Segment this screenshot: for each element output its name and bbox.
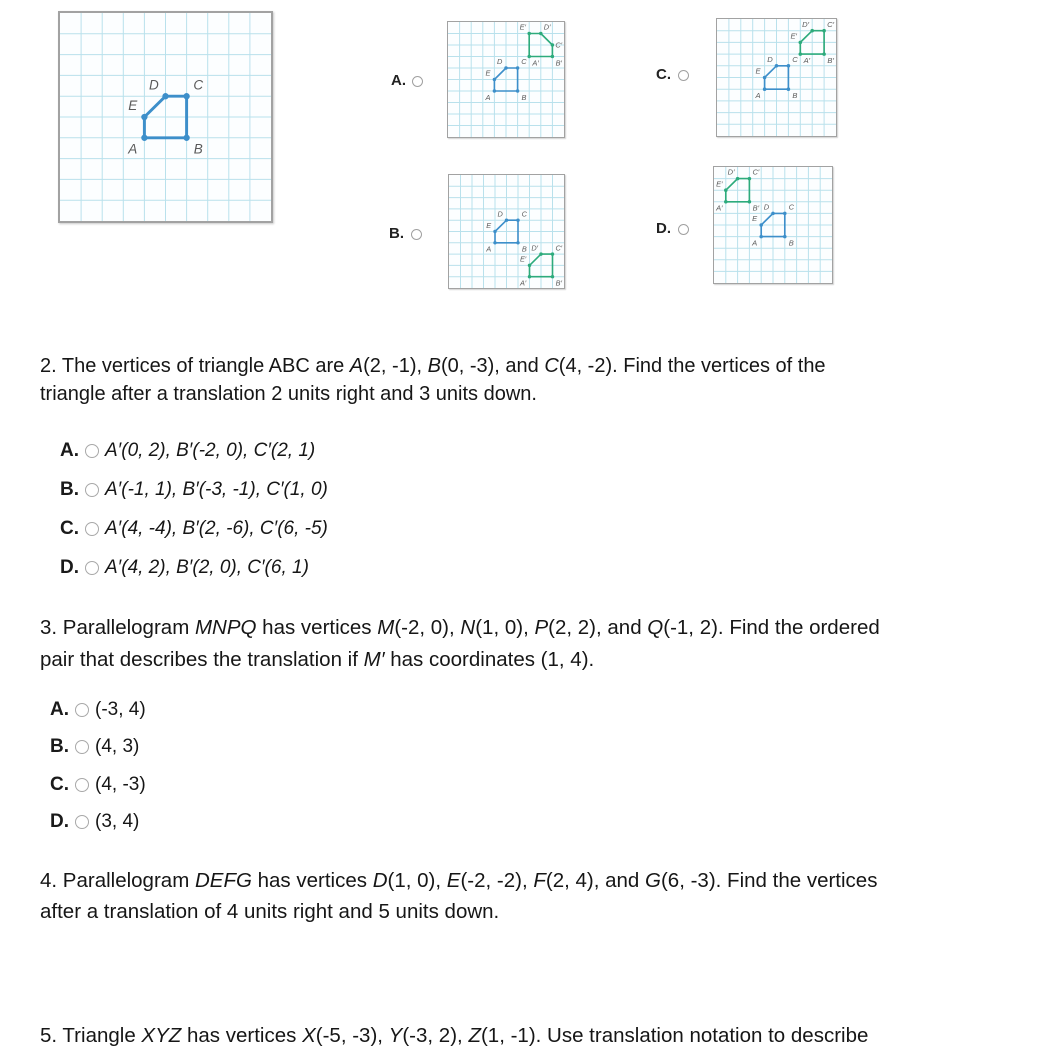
math-variable: M′ [363, 648, 385, 671]
math-variable: G [645, 869, 661, 892]
math-variable: A [349, 355, 364, 377]
vertex-label: A [486, 244, 492, 254]
text-run: pair that describes the translation if [40, 648, 364, 671]
vertex-point [162, 93, 168, 99]
vertex-point [724, 200, 728, 204]
q2-option-a[interactable] [60, 431, 328, 470]
q3-option-c[interactable] [50, 766, 146, 804]
text-run: (2, -1), [363, 355, 428, 377]
vertex-label: A [755, 91, 761, 101]
radio-button[interactable] [85, 444, 99, 458]
q2-option-d[interactable] [60, 549, 328, 588]
vertex-point [783, 235, 787, 239]
option-text: A′(4, 2), B′(2, 0), C′(6, 1) [105, 557, 309, 579]
grid-graph [60, 13, 271, 221]
vertex-point [516, 89, 519, 92]
text-run: (1, 0), [475, 616, 535, 639]
math-variable: D [372, 869, 388, 892]
option-letter: C. [50, 773, 69, 795]
vertex-point [539, 252, 542, 255]
q3-option-b[interactable] [50, 729, 146, 767]
text-run: has vertices [251, 869, 373, 892]
text-run: (1, 0), [387, 869, 447, 892]
option-letter: B. [50, 736, 69, 758]
vertex-point [539, 32, 542, 35]
q3-option-d[interactable] [50, 804, 146, 842]
vertex-label: D′ [543, 22, 551, 32]
vertex-point [763, 87, 767, 91]
math-variable: Z [468, 1024, 481, 1047]
question-4-line-2 [40, 896, 877, 927]
question-2-line-1 [40, 352, 826, 380]
math-variable: B [427, 355, 441, 377]
grid-graph [714, 167, 832, 283]
vertex-point [528, 275, 531, 278]
vertex-point [551, 55, 554, 58]
text-run: (4, -2). Find the vertices of the [558, 355, 826, 377]
vertex-label: E [128, 98, 138, 114]
option-text: A′(-1, 1), B′(-3, -1), C′(1, 0) [105, 478, 328, 500]
radio-button[interactable] [85, 483, 99, 497]
text-run: 5. Triangle [40, 1024, 142, 1047]
vertex-point [551, 252, 554, 255]
math-variable: M [377, 616, 395, 639]
option-text: A′(0, 2), B′(-2, 0), C′(2, 1) [105, 439, 316, 461]
vertex-point [528, 264, 531, 267]
vertex-point [775, 64, 779, 68]
math-variable: P [534, 616, 549, 639]
q1-option-a-figure [447, 21, 565, 138]
radio-button[interactable] [75, 740, 89, 754]
vertex-point [504, 66, 507, 69]
vertex-label: C [788, 202, 795, 212]
vertex-point [516, 241, 519, 244]
vertex-label: B′ [555, 58, 562, 68]
text-run: (-1, 2). Find the ordered [663, 616, 880, 639]
q1-option-c-radio[interactable] [678, 70, 689, 81]
vertex-label: D [496, 57, 503, 67]
radio-button[interactable] [75, 778, 89, 792]
grid-graph [448, 22, 564, 137]
text-run: has vertices [181, 1024, 303, 1047]
q3-option-a[interactable] [50, 691, 146, 729]
vertex-label: A′ [532, 58, 539, 68]
vertex-label: B [792, 91, 798, 101]
math-variable: Q [647, 616, 664, 639]
vertex-point [787, 64, 791, 68]
vertex-label: D′ [727, 167, 735, 177]
text-run: (-2, 0), [394, 616, 461, 639]
text-run: 2. The vertices of triangle ABC are [40, 355, 350, 377]
vertex-label: D [497, 209, 503, 219]
math-variable: DEFG [194, 869, 252, 892]
vertex-label: D [767, 54, 773, 64]
q1-option-b-letter: B. [389, 225, 404, 242]
text-run: (-2, -2), [460, 869, 534, 892]
vertex-label: A [128, 141, 138, 157]
text-run: after a translation of 4 units right and 5 units down. [40, 900, 500, 923]
q1-option-a-letter: A. [391, 72, 406, 89]
question-3-line-1 [40, 612, 880, 644]
text-run: 3. Parallelogram [40, 616, 195, 639]
vertex-label: E [485, 68, 491, 78]
text-run: (-3, 2), [402, 1024, 469, 1047]
math-variable: C [544, 355, 559, 377]
vertex-point [787, 87, 791, 91]
vertex-point [759, 223, 763, 227]
q1-option-d-figure [713, 166, 833, 284]
vertex-label: E [752, 214, 758, 224]
vertex-point [493, 89, 496, 92]
text-run: (2, 4), and [545, 869, 646, 892]
vertex-label: E′ [790, 31, 798, 41]
vertex-point [505, 218, 508, 221]
vertex-label: C [521, 209, 527, 219]
option-text: (4, -3) [95, 773, 146, 795]
vertex-point [141, 114, 147, 120]
math-variable: E [446, 869, 461, 892]
option-letter: B. [60, 478, 79, 500]
vertex-point [493, 230, 496, 233]
math-variable: N [460, 616, 476, 639]
q1-option-c-letter: C. [656, 66, 671, 83]
vertex-point [527, 55, 530, 58]
vertex-point [516, 218, 519, 221]
vertex-label: C [792, 54, 798, 64]
option-letter: C. [60, 517, 79, 539]
vertex-label: C′ [555, 243, 563, 253]
vertex-point [493, 78, 496, 81]
q1-option-c-figure [716, 18, 837, 137]
vertex-label: E′ [716, 179, 723, 189]
vertex-point [799, 41, 803, 45]
text-run: has coordinates (1, 4). [384, 648, 595, 671]
vertex-label: B [521, 244, 527, 254]
vertex-point [493, 241, 496, 244]
option-letter: D. [60, 557, 79, 579]
vertex-label: A′ [520, 278, 527, 288]
vertex-label: C [193, 77, 204, 93]
vertex-label: D [149, 77, 159, 93]
option-letter: A. [50, 698, 69, 720]
radio-button[interactable] [85, 561, 99, 575]
question-3-options [50, 691, 146, 841]
vertex-point [516, 66, 519, 69]
q1-option-d-letter: D. [656, 220, 671, 237]
vertex-label: B′ [752, 203, 760, 213]
vertex-label: E′ [520, 254, 527, 264]
vertex-point [783, 212, 787, 216]
q1-option-b-radio[interactable] [411, 229, 422, 240]
q1-option-a-radio[interactable] [412, 76, 423, 87]
text-run: (0, -3), and [440, 355, 545, 377]
vertex-point [527, 32, 530, 35]
vertex-label: B [521, 92, 527, 102]
vertex-label: E [486, 220, 492, 230]
vertex-point [822, 52, 826, 56]
radio-button[interactable] [75, 815, 89, 829]
grid-graph [449, 175, 564, 288]
vertex-point [551, 43, 554, 46]
vertex-label: B [193, 141, 203, 157]
text-run: has vertices [256, 616, 378, 639]
vertex-label: A [485, 92, 491, 102]
option-text: (4, 3) [95, 736, 140, 758]
question-4-prompt [40, 865, 877, 927]
vertex-label: C′ [555, 40, 563, 50]
radio-button[interactable] [85, 522, 99, 536]
question-5-line-1 [40, 1020, 868, 1052]
q1-option-b-figure [448, 174, 565, 289]
text-run: (-5, -3), [315, 1024, 389, 1047]
question-2-options [60, 431, 328, 588]
vertex-label: A′ [716, 203, 723, 213]
option-letter: A. [60, 439, 79, 461]
vertex-point [736, 177, 740, 181]
vertex-point [551, 275, 554, 278]
vertex-label: C′ [827, 19, 835, 29]
math-variable: X [302, 1024, 316, 1047]
math-variable: XYZ [141, 1024, 182, 1047]
vertex-label: A [752, 238, 758, 248]
original-figure-graph [58, 11, 273, 223]
vertex-point [748, 200, 752, 204]
vertex-point [724, 188, 728, 192]
vertex-point [183, 135, 189, 141]
question-2-prompt [40, 352, 826, 408]
question-5-prompt [40, 1020, 868, 1052]
vertex-label: A′ [803, 56, 811, 66]
math-variable: Y [388, 1024, 403, 1047]
vertex-point [141, 135, 147, 141]
vertex-label: C′ [752, 167, 760, 177]
text-run: triangle after a translation 2 units right and 3 units down. [40, 383, 537, 405]
text-run: (2, 2), and [548, 616, 648, 639]
q2-option-b[interactable] [60, 470, 328, 509]
option-letter: D. [50, 811, 69, 833]
question-3-prompt [40, 612, 880, 676]
vertex-label: D′ [802, 19, 810, 29]
question-4-line-1 [40, 865, 877, 896]
vertex-point [822, 29, 826, 33]
text-run: 4. Parallelogram [40, 869, 195, 892]
vertex-point [799, 52, 803, 56]
q2-option-c[interactable] [60, 509, 328, 548]
vertex-label: B [788, 238, 794, 248]
option-text: A′(4, -4), B′(2, -6), C′(6, -5) [105, 517, 328, 539]
vertex-label: B′ [555, 278, 562, 288]
vertex-point [771, 212, 775, 216]
option-text: (3, 4) [95, 811, 140, 833]
vertex-point [810, 29, 814, 33]
option-text: (-3, 4) [95, 698, 146, 720]
math-variable: F [533, 869, 546, 892]
question-3-line-2 [40, 644, 880, 676]
vertex-label: E [755, 66, 761, 76]
vertex-label: E′ [519, 22, 526, 32]
grid-graph [717, 19, 836, 136]
vertex-label: C [521, 57, 527, 67]
math-variable: MNPQ [194, 616, 257, 639]
text-run: (6, -3). Find the vertices [660, 869, 878, 892]
vertex-point [759, 235, 763, 239]
question-2-line-2 [40, 380, 826, 408]
text-run: (1, -1). Use translation notation to describe [480, 1024, 869, 1047]
q1-option-d-radio[interactable] [678, 224, 689, 235]
vertex-label: D [763, 202, 770, 212]
vertex-point [748, 177, 752, 181]
vertex-point [763, 76, 767, 80]
vertex-point [183, 93, 189, 99]
vertex-label: D′ [531, 243, 539, 253]
radio-button[interactable] [75, 703, 89, 717]
vertex-label: B′ [827, 56, 834, 66]
